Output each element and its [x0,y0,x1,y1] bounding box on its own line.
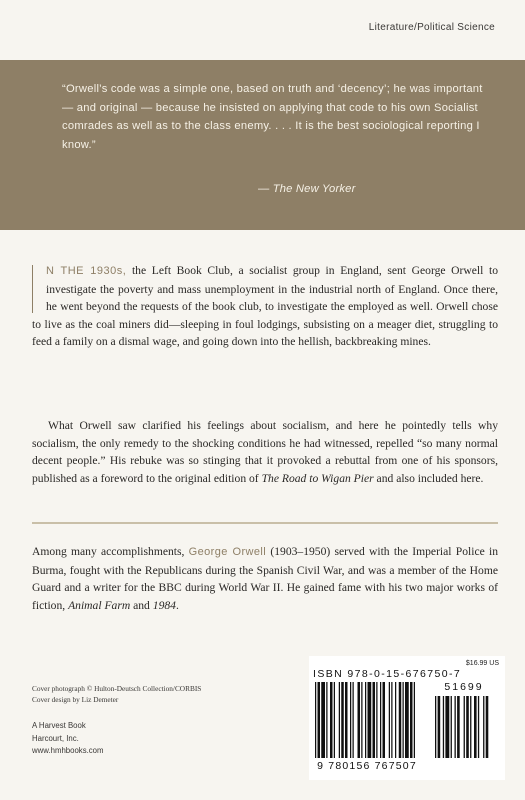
second-paragraph [32,417,498,487]
quote-source-name: The New Yorker [272,183,356,195]
bio-end: . [175,598,179,612]
barcode-icon [313,682,503,760]
review-quote: “Orwell’s code was a simple one, based on truth and ‘decency’; he was important — and original — because he insisted on applying that code to his own Socialist comrades as well as to the class enemy. . . . It is the best sociological reporting I know.” [62,83,483,151]
intro-lead-in: N THE 1930s, [46,265,127,277]
section-divider [32,522,498,524]
work-1984: 1984 [152,598,176,612]
addon-number: 51699 [444,681,484,693]
book-title: The Road to Wigan Pier [261,471,374,485]
isbn-label: ISBN 978-0-15-676750-7 [313,668,462,680]
intro-body: the Left Book Club, a socialist group in England, sent George Orwell to investigate the poverty and mass unemployment in the industrial north of England. Once there, he went beyond the requests of the book club, to investigate the employed as well. Orwell chose to live as the coal miners did—sleeping in foul lodgings, subsisting on a meager diet, struggling to feed a family on a dismal wage, and going down into the hellish, backbreaking mines. [32,264,499,349]
bio-and: and [130,598,153,612]
dropcap-rule [32,265,40,313]
para2-after: and also included here. [373,471,484,485]
bio-before: Among many accomplishments, [32,545,189,558]
para2-before: What Orwell saw clarified his feelings about socialism, and here he pointedly tells why socialism, the only remedy to the shocking conditions he had witnessed, repelled “so many normal decent people.” His rebuke was so stinging that it provoked a rebuttal from one of his sponsors, published as a foreword to the original edition of [32,419,498,485]
quote-source [258,183,356,195]
publisher-block [32,720,232,758]
work-animal-farm: Animal Farm [68,598,131,612]
quote-source-dash: — [258,183,273,195]
photo-credit: Cover photograph © Hulton-Deutsch Collection/CORBIS [32,684,202,693]
cover-credits [32,683,282,705]
barcode-box [309,656,505,780]
publisher-url: www.hmhbooks.com [32,746,104,755]
publisher-name: Harcourt, Inc. [32,733,79,743]
price-label: $16.99 US [465,660,499,667]
author-bio [32,543,498,614]
category-label: Literature/Political Science [368,22,495,33]
design-credit: Cover design by Liz Demeter [32,695,119,704]
bio-middle: (1903–1950) served with the Imperial Police in Burma, fought with the Republicans during the Spanish Civil War, and was a member of the Home Guard and a writer for the BBC during World War II. He gained fame with his two major works of fiction, [32,545,498,612]
publisher-imprint: A Harvest Book [32,721,86,730]
ean-digits: 9 780156 767507 [317,760,417,772]
intro-paragraph [32,262,498,351]
author-name: George Orwell [188,546,267,558]
